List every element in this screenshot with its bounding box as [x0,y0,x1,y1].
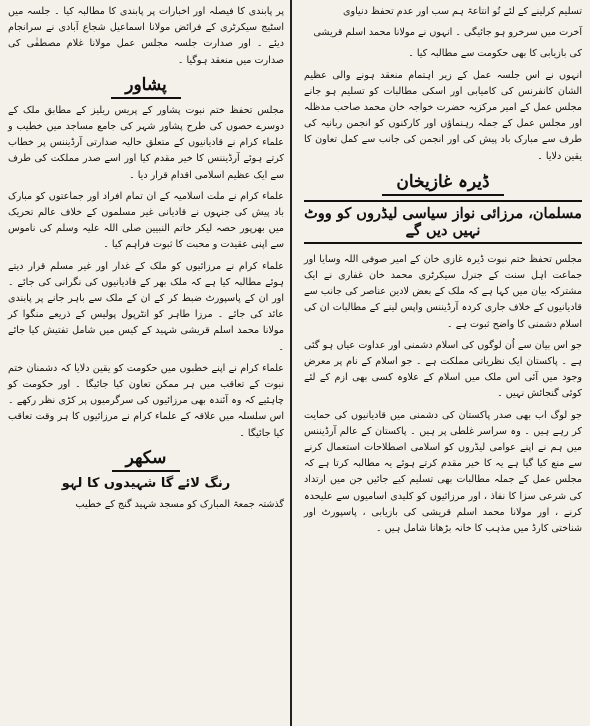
article-paragraph: علماء کرام نے ملت اسلامیہ کے ان تمام افراد اور جماعتوں کو مبارک باد پیش کی جنہوں نے قادیانی غیر مسلموں کے خلاف عالم تحریک میں بھرپور حصہ لیکر خاتم النبیین صلی اللہ علیہ وسلم کی ناموس سے اپنی عقیدت و محبت کا ثبوت فراہم کیا ۔ [8,190,284,251]
left-column [0,0,290,726]
article-headline: مسلمان، مرزائی نواز سیاسی لیڈروں کو ووٹ نہیں دیں گے [304,200,582,244]
section-header-sukkur: سکھر [8,448,284,468]
article-paragraph: مجلس تحفظ ختم نبوت پشاور کے پریس ریلیز کے مطابق ملک کے دوسرے حصوں کی طرح پشاور شہر کی جامع مساجد میں خطیب و علماء کرام نے قادیانیوں کے متعلق حالیہ صدارتی آرڈیننس پر خطاب کرتے ہوئے آرڈیننس کا خیر مقدم کیا اور اسے صدر مملکت کی طرف سے ایک عظیم اسلامی اقدام قرار دیا ۔ [8,104,284,181]
right-column [298,0,590,726]
section-header-dera-ghazi-khan: ڈیرہ غازیخان [304,171,582,192]
article-paragraph: جو اس بیان سے اُن لوگوں کی اسلام دشمنی اور عداوت عیاں ہو گئی ہے ۔ پاکستان ایک نظریاتی مملکت ہے ۔ جو اسلام کے نام پر معرض وجود میں آئی اس ملک میں اسلام کے علاوہ کسی بھی ازم کے لئے کوئی گنجائش نہیں ۔ [304,339,582,400]
article-paragraph: کی بازیابی کا بھی حکومت سے مطالبہ کیا ۔ [408,48,582,60]
article-paragraph: تسلیم کرلینے کے لئے تُو انتاعۃ ہم سب اور عدم تحفظ دنیاوی [342,6,582,17]
section-header-peshawar: پشاور [8,75,284,95]
article-paragraph: انہوں نے اس جلسہ عمل کے زیر اہتمام منعقد ہونے والی عظیم الشان کانفرنس کی کامیابی اور اسکی مطالبات کو تسلیم ہو جانے مجلس عمل کے امیر مرکزیہ حضرت خواجہ خان محمد صاحب مدظلہ اور مجلس عمل کے جملہ رہنماؤں اور کارکنوں کو انجمن ربانیہ کی طرف سے مبارک باد پیش کی اور انجمن کی جانب سے کمل تعاون کا یقین دلایا ۔ [304,69,582,162]
article-paragraph: علماء کرام نے اپنے خطبوں میں حکومت کو یقین دلایا کہ دشمنان ختم نبوت کے تعاقب میں ہر ممکن تعاون کیا جائیگا ۔ اور حکومت کو چاہئیے کہ وہ آئندہ بھی مرزائیوں کی سرگرمیوں پر کڑی نظر رکھے ۔ اس سلسلہ میں علاقہ کے علماء کرام نے مرزائیوں کا ہر وقت تعاقب کیا جائیگا ۔ [8,362,284,439]
article-paragraph: جو لوگ اب بھی صدر پاکستان کی دشمنی میں قادیانیوں کی حمایت کر رہے ہیں ۔ وہ سراسر غلطی پر ہیں ۔ پاکستان کے عالم آرڈیننس میں ہم نے اپنے عوامی لیڈروں کو اسلامی اصطلاحات استعمال کرنے سے منع کیا گیا ہے یہ کا خیر مقدم کرتے ہوئے یہ مطالبہ کرتا ہے کہ مجلس عمل کے جملہ مطالبات بھی تسلیم کیے جائیں جن میں ارتداد کی شرعی سزا کا نفاذ ، اور مرزائیوں کو کلیدی اسامیوں سے علیحدہ کرنے ، اور مولانا محمد اسلم قریشی کی بازیابی ، پاسپورٹ اور شناختی کارڈ میں مذہب کا خانہ بڑھانا شامل ہیں ۔ [304,409,582,535]
column-divider [290,0,292,726]
article-paragraph: پر پابندی کا فیصلہ اور اخبارات پر پابندی کا مطالبہ کیا ۔ جلسہ میں اسٹیج سیکرٹری کے فرائض مولانا اسماعیل شجاع آبادی نے سرانجام دیئے ۔ اور صدارت جلسہ مجلس عمل مولانا غلام مصطفٰی کی صدارت میں منعقد ہوگیا ۔ [8,6,284,66]
article-headline: رنگ لائے گا شہیدوں کا لہو [61,475,231,491]
article-paragraph: آخرت میں سرخرو ہو جائیگی ۔ انہوں نے مولانا محمد اسلم قریشی [313,27,582,39]
article-paragraph: علماء کرام نے مرزائیوں کو ملک کے غدار اور غیر مسلم قرار دیتے ہوئے مطالبہ کیا ہے کہ ملک بھر کے قادیانیوں کی نگرانی کی جائے ۔ اور ان کے پاسپورٹ ضبط کر کے ان کے ملک سے باہر جانے پر پابندی عائد کی جائے ۔ مرزا طاہر کو انٹرپول پولیس کے ذریعے منگوا کر مولانا محمد اسلم قریشی شہید کے کیس میں شامل تفتیش کیا جائے ۔ [8,260,284,353]
article-paragraph: گذشتہ جمعۃ المبارک کو مسجد شہید گنج کے خطیب [75,498,284,510]
article-paragraph: مجلس تحفظ ختم نبوت ڈیرہ غازی خان کے امیر صوفی اللہ وسایا اور جماعت اہل سنت کے جنرل سیکرٹری محمد خان غفاری نے ایک مشترکہ بیان میں کہا ہے کہ ملک کے بعض لادین عناصر کی جانب سے قادیانیوں کے خلاف جاری کردہ آرڈیننس واپس لینے کے مطالبات ان کی اسلام دشمنی کا واضح ثبوت ہے ۔ [304,253,582,330]
